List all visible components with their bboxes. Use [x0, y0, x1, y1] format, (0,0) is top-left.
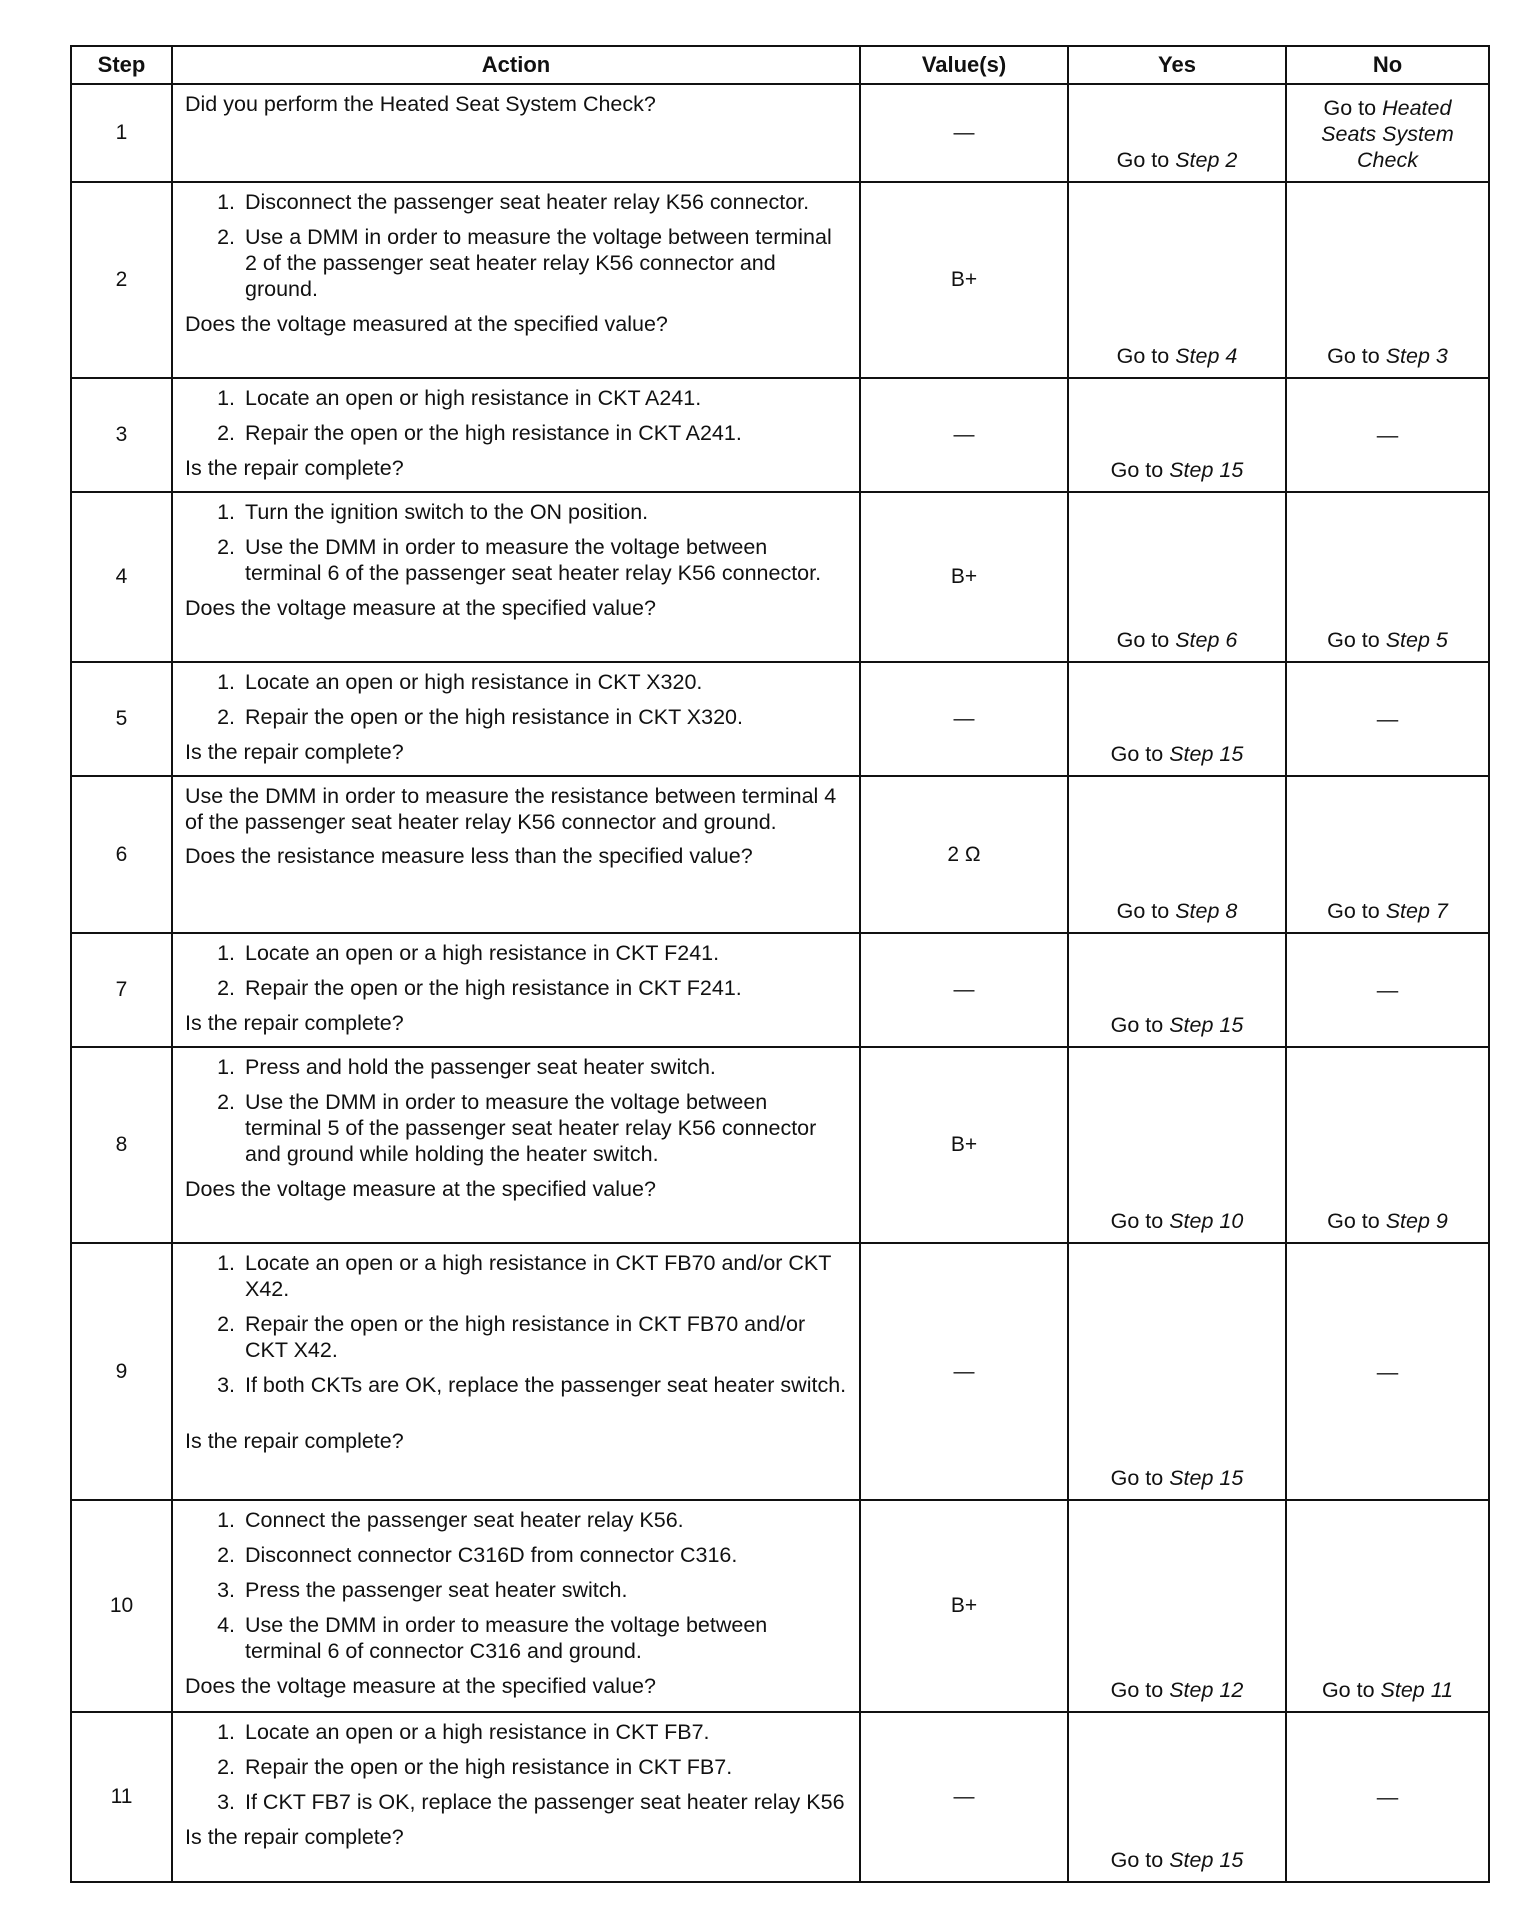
- action-step-item: 2. Repair the open or the high resistance in CKT FB70 and/or CKT X42.: [241, 1311, 847, 1363]
- action-intro: Did you perform the Heated Seat System Check?: [185, 92, 656, 116]
- action-steps-list: [185, 940, 847, 1001]
- action-steps-list: [185, 1507, 847, 1664]
- action-step-item: 1. Locate an open or high resistance in CKT A241.: [241, 385, 847, 411]
- value-cell: B+: [860, 1047, 1068, 1243]
- action-cell: [172, 933, 860, 1047]
- yes-goto-step: Step 15: [1169, 458, 1244, 482]
- action-steps-list: [185, 669, 847, 730]
- action-question: Is the repair complete?: [185, 1825, 404, 1849]
- no-cell: [1286, 1047, 1489, 1243]
- yes-cell: [1068, 1712, 1286, 1882]
- action-question: Is the repair complete?: [185, 740, 404, 764]
- action-step-item: 1. Locate an open or a high resistance in CKT FB7.: [241, 1719, 847, 1745]
- action-question: Does the voltage measure at the specified value?: [185, 1674, 656, 1698]
- yes-goto-step: Step 4: [1175, 344, 1238, 368]
- no-cell: [1286, 84, 1489, 182]
- action-steps-list: [185, 1719, 847, 1815]
- action-cell: [172, 1243, 860, 1500]
- action-question: Does the voltage measured at the specified value?: [185, 312, 668, 336]
- action-step-item: 3. Press the passenger seat heater switch.: [241, 1577, 847, 1603]
- yes-cell: [1068, 182, 1286, 378]
- value-cell: —: [860, 1243, 1068, 1500]
- action-step-item: 1. Connect the passenger seat heater relay K56.: [241, 1507, 847, 1533]
- action-step-item: 4. Use the DMM in order to measure the voltage between terminal 6 of connector C316 and ground.: [241, 1612, 847, 1664]
- action-step-item: 1. Press and hold the passenger seat heater switch.: [241, 1054, 847, 1080]
- table-body: [71, 84, 1489, 1882]
- action-step-item: 2. Repair the open or the high resistance in CKT FB7.: [241, 1754, 847, 1780]
- table-row: [71, 1243, 1489, 1500]
- step-number: 11: [71, 1712, 172, 1882]
- table-row: [71, 182, 1489, 378]
- header-no: No: [1286, 46, 1489, 84]
- no-dash: —: [1376, 423, 1399, 447]
- value-cell: B+: [860, 492, 1068, 662]
- action-question: Is the repair complete?: [185, 1429, 404, 1453]
- action-question: Is the repair complete?: [185, 1011, 404, 1035]
- diagnostic-table: [70, 45, 1490, 1883]
- yes-goto-step: Step 12: [1169, 1678, 1244, 1702]
- action-step-item: 1. Locate an open or high resistance in CKT X320.: [241, 669, 847, 695]
- action-intro: Use the DMM in order to measure the resistance between terminal 4 of the passenger seat heater relay K56 connector and ground.: [185, 784, 837, 834]
- yes-goto-prefix: Go to: [1116, 148, 1170, 172]
- action-step-item: 2. Disconnect connector C316D from connector C316.: [241, 1542, 847, 1568]
- value-cell: —: [860, 378, 1068, 492]
- action-step-item: 2. Use the DMM in order to measure the voltage between terminal 6 of the passenger seat heater relay K56 connector.: [241, 534, 847, 586]
- yes-goto-step: Step 15: [1169, 1466, 1244, 1490]
- action-cell: [172, 182, 860, 378]
- step-number: 10: [71, 1500, 172, 1712]
- action-question: Does the resistance measure less than the specified value?: [185, 844, 753, 868]
- step-number: 6: [71, 776, 172, 933]
- yes-goto-prefix: Go to: [1110, 1848, 1164, 1872]
- yes-goto-step: Step 6: [1175, 628, 1238, 652]
- action-step-item: 2. Use the DMM in order to measure the voltage between terminal 5 of the passenger seat heater relay K56 connector and ground while holding the heater switch.: [241, 1089, 847, 1167]
- no-cell: [1286, 776, 1489, 933]
- value-cell: B+: [860, 182, 1068, 378]
- yes-cell: [1068, 933, 1286, 1047]
- no-cell: [1286, 492, 1489, 662]
- action-step-item: 2. Use a DMM in order to measure the voltage between terminal 2 of the passenger seat heater relay K56 connector and ground.: [241, 224, 847, 302]
- no-goto-step: Step 5: [1385, 628, 1448, 652]
- action-cell: [172, 1500, 860, 1712]
- action-question: Does the voltage measure at the specified value?: [185, 596, 656, 620]
- action-step-item: 2. Repair the open or the high resistance in CKT X320.: [241, 704, 847, 730]
- table-row: [71, 1500, 1489, 1712]
- yes-goto-step: Step 8: [1175, 899, 1238, 923]
- action-cell: [172, 1047, 860, 1243]
- table-row: [71, 84, 1489, 182]
- yes-cell: [1068, 1047, 1286, 1243]
- table-row: [71, 776, 1489, 933]
- action-step-item: 2. Repair the open or the high resistance in CKT A241.: [241, 420, 847, 446]
- action-cell: [172, 84, 860, 182]
- no-cell: [1286, 1712, 1489, 1882]
- action-cell: [172, 378, 860, 492]
- yes-goto-step: Step 15: [1169, 1013, 1244, 1037]
- table-row: [71, 933, 1489, 1047]
- yes-cell: [1068, 492, 1286, 662]
- action-cell: [172, 662, 860, 776]
- yes-goto-prefix: Go to: [1116, 344, 1170, 368]
- no-cell: [1286, 1243, 1489, 1500]
- yes-goto-prefix: Go to: [1110, 742, 1164, 766]
- no-goto-prefix: Go to: [1327, 628, 1380, 652]
- action-question: Is the repair complete?: [185, 456, 404, 480]
- no-goto-prefix: Go to: [1327, 344, 1380, 368]
- action-steps-list: [185, 1250, 847, 1398]
- yes-cell: [1068, 662, 1286, 776]
- no-goto-step: Heated Seats System Check: [1321, 96, 1454, 172]
- action-question: Does the voltage measure at the specified value?: [185, 1177, 656, 1201]
- header-row: [71, 46, 1489, 84]
- no-goto-prefix: Go to: [1321, 1678, 1375, 1702]
- no-cell: [1286, 182, 1489, 378]
- yes-cell: [1068, 1500, 1286, 1712]
- value-cell: —: [860, 662, 1068, 776]
- action-step-item: 1. Locate an open or a high resistance in CKT FB70 and/or CKT X42.: [241, 1250, 847, 1302]
- table-row: [71, 1712, 1489, 1882]
- no-dash: —: [1376, 1359, 1399, 1384]
- no-cell: [1286, 933, 1489, 1047]
- no-cell: [1286, 1500, 1489, 1712]
- yes-cell: [1068, 776, 1286, 933]
- step-number: 5: [71, 662, 172, 776]
- yes-cell: [1068, 378, 1286, 492]
- no-cell: [1286, 662, 1489, 776]
- action-step-item: 3. If CKT FB7 is OK, replace the passenger seat heater relay K56: [241, 1789, 847, 1815]
- table-row: [71, 492, 1489, 662]
- step-number: 1: [71, 84, 172, 182]
- action-steps-list: [185, 189, 847, 302]
- yes-goto-prefix: Go to: [1116, 899, 1170, 923]
- value-cell: —: [860, 1712, 1068, 1882]
- step-number: 4: [71, 492, 172, 662]
- yes-goto-prefix: Go to: [1110, 1209, 1164, 1233]
- action-cell: [172, 1712, 860, 1882]
- no-goto-prefix: Go to: [1327, 899, 1380, 923]
- yes-goto-prefix: Go to: [1116, 628, 1170, 652]
- yes-goto-prefix: Go to: [1110, 458, 1164, 482]
- yes-goto-step: Step 2: [1175, 148, 1238, 172]
- yes-goto-prefix: Go to: [1110, 1678, 1164, 1702]
- value-cell: 2 Ω: [860, 776, 1068, 933]
- step-number: 8: [71, 1047, 172, 1243]
- yes-cell: [1068, 84, 1286, 182]
- action-steps-list: [185, 385, 847, 446]
- value-cell: B+: [860, 1500, 1068, 1712]
- step-number: 7: [71, 933, 172, 1047]
- action-step-item: 1. Disconnect the passenger seat heater relay K56 connector.: [241, 189, 847, 215]
- action-cell: [172, 492, 860, 662]
- value-cell: —: [860, 933, 1068, 1047]
- no-dash: —: [1376, 707, 1399, 731]
- step-number: 3: [71, 378, 172, 492]
- yes-goto-step: Step 15: [1169, 742, 1244, 766]
- no-goto-step: Step 9: [1385, 1209, 1448, 1233]
- action-steps-list: [185, 1054, 847, 1167]
- yes-cell: [1068, 1243, 1286, 1500]
- table-row: [71, 378, 1489, 492]
- action-step-item: 3. If both CKTs are OK, replace the passenger seat heater switch.: [241, 1372, 847, 1398]
- step-number: 9: [71, 1243, 172, 1500]
- header-step: Step: [71, 46, 172, 84]
- no-dash: —: [1376, 1785, 1399, 1809]
- no-dash: —: [1376, 978, 1399, 1002]
- value-cell: —: [860, 84, 1068, 182]
- yes-goto-prefix: Go to: [1110, 1013, 1164, 1037]
- action-step-item: 1. Turn the ignition switch to the ON position.: [241, 499, 847, 525]
- header-values: Value(s): [860, 46, 1068, 84]
- table-row: [71, 1047, 1489, 1243]
- table-row: [71, 662, 1489, 776]
- no-cell: [1286, 378, 1489, 492]
- no-goto-step: Step 3: [1385, 344, 1448, 368]
- step-number: 2: [71, 182, 172, 378]
- yes-goto-step: Step 15: [1169, 1848, 1244, 1872]
- yes-goto-prefix: Go to: [1110, 1466, 1164, 1490]
- no-goto-step: Step 7: [1385, 899, 1448, 923]
- yes-goto-step: Step 10: [1169, 1209, 1244, 1233]
- action-step-item: 1. Locate an open or a high resistance in CKT F241.: [241, 940, 847, 966]
- action-cell: [172, 776, 860, 933]
- header-action: Action: [172, 46, 860, 84]
- no-goto-prefix: Go to: [1323, 96, 1377, 120]
- no-goto-step: Step 11: [1380, 1678, 1454, 1702]
- action-steps-list: [185, 499, 847, 586]
- no-goto-prefix: Go to: [1327, 1209, 1380, 1233]
- action-step-item: 2. Repair the open or the high resistance in CKT F241.: [241, 975, 847, 1001]
- header-yes: Yes: [1068, 46, 1286, 84]
